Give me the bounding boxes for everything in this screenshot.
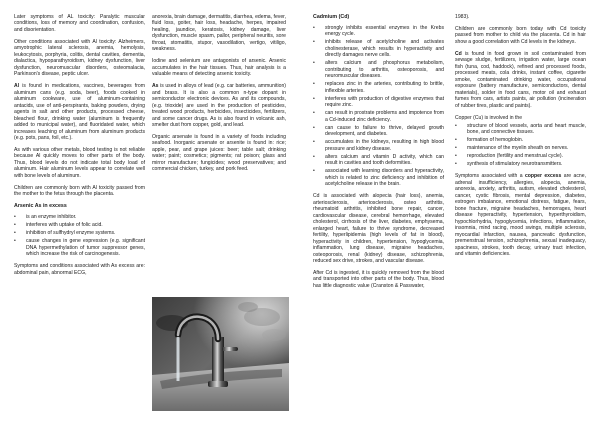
list-item-text: is an enzyme inhibitor. [26, 213, 77, 220]
list-item [455, 137, 586, 143]
paragraph-as-uses-text: is used in alloys of lead (e.g. car batteries, ammunition) and brass. It is also a common n-type dopant in semiconductor electronic devices. As and its compounds, (e.g. trioxide) are used in the production of pesticides, treated wood products, herbicides, insecticides, fertilizers, and some cancer drugs. As is also found in volcanic ash, smelter dust from copper, gold, and lead. [152, 83, 286, 129]
column-2 [152, 14, 286, 178]
list-item-text: alters calcium and vitamin D activity, which can result in cavities and tooth deformities. [325, 153, 444, 167]
bullet-marker: • [14, 230, 16, 237]
list-item [313, 154, 444, 167]
list-item-text: interferes with uptake of folic acid. [26, 222, 103, 228]
paragraph-cd-ingested: After Cd is ingested, it is quickly removed from the blood and transported into other parts of the body. Thus, blood has little diagnostic value (Cranston & Passwater, [313, 270, 444, 289]
list-item [313, 60, 444, 79]
paragraph-as-foods: Organic arsenate is found in a variety of foods including seafood. Inorganic arsenate or arsenite is found in: rice; apple, pear, and grape juices: beer; table salt; drinking water; paint; cosmetics; pigments; rat poison; glass and mirror manufacture; fungicides; wood preservatives; and commercial chicken, turkey, and pork feed. [152, 134, 286, 173]
heading-arsenic: Arsenic As in excess [14, 203, 67, 210]
paragraph-al-children: Children are commonly born with Al toxicity passed from the mother to the fetus through the placenta. [14, 184, 145, 198]
paragraph-citation-year: 1983). [455, 14, 470, 20]
list-item [313, 139, 444, 152]
list-item-text: interferes with production of digestive enzymes that require zinc. [325, 95, 444, 109]
list-item-text: strongly inhibits essential enzymes in the Krebs energy cycle. [325, 24, 444, 38]
column-1 [14, 14, 145, 281]
list-item-text: synthesis of stimulatory neurotransmitters. [467, 161, 563, 168]
bullet-marker: • [313, 168, 315, 175]
list-item [313, 125, 444, 138]
bullet-marker: • [313, 81, 315, 88]
list-item-text: structure of blood vessels, aorta and heart muscle, bone, and connective tissues. [467, 122, 586, 136]
paragraph-al-testing: As with various other metals, blood testing is not reliable because Al quickly moves to other parts of the body. Thus, blood levels do not indicate total body load of aluminum. Hair aluminum levels appear to correlate well with bone levels of aluminum. [14, 146, 145, 179]
bullet-marker: • [313, 153, 315, 160]
list-item-text: formation of hemoglobin. [467, 137, 524, 144]
list-item-text: maintenance of the myelin sheath on nerves. [467, 145, 569, 152]
list-item [313, 110, 444, 123]
list-item [455, 161, 586, 167]
bullet-marker: • [455, 137, 457, 144]
paragraph-al-sources-text: is found in medications, vaccines, beverages from aluminum cans (e.g. soda, beer), foods cooked in aluminum cookware, use of aluminum-containing antacids, use of anti-perspirants, baking powders, drying agents in salt and other products, processed cheese, bleached flour, drinking water (aluminum is frequently added to municipal water), and fluoridated water, which increases leaching of aluminum from aluminum products (e.g. pots, pans, foil, etc.). [14, 83, 145, 141]
paragraph-cd-sources-text: is found in food grown in soil contaminated from sewage sludge, fertilizers, irrigation water, large ocean fish (tuna, cod, haddock), refined and processed foods, processed meats, cola drinks, instant coffee, cigarette smoke, contaminated drinking water, occupational exposure (battery manufacture, semiconductors, dental materials), solder in food cans, motor oil and exhaust fumes from cars, artists paints, air pollution (incineration of rubber tires, plastic and paints). [455, 50, 586, 109]
bullet-marker: • [313, 110, 315, 117]
list-item [313, 39, 444, 58]
bullet-marker: • [313, 139, 315, 146]
paragraph-cd-children: Children are commonly born today with Cd toxicity passed from mother to child via the placenta. Cd in hair show a good correlation with Cd levels in the kidneys. [455, 25, 586, 45]
bullet-marker: • [455, 122, 457, 129]
list-item [455, 123, 586, 136]
list-item [313, 25, 444, 38]
copper-bullet-list [455, 123, 586, 168]
list-item-text: accumulates in the kidneys, resulting in high blood pressure and kidney disease. [325, 139, 444, 152]
copper-excess-text: are acne, adrenal insufficiency, allergies, alopecia, anemia, anorexia, anxiety, arthritis, autism, elevated cholesterol, cancer, cystic fibrosis, mental depression, diabetes, estrogen imbalance, emotional distress, fatigue, fears, bone fracture, migraine headaches, hemorrages, heart disease hyperactivity, hypertension, hyperthyroidism, hypochlorhydria, hypoglycemia, infections, inflammation, insomnia, mind racing, mood swings, multiple sclerosis, myocardial infarction, nausea, pancreatic dysfunction, premenstrual tension, schizophrenia, sexual inadequacy, spaciness, strokes, tooth decay, urinary tract infection, and vitamin deficiencies. [455, 173, 586, 257]
term-cd: Cd [455, 50, 462, 57]
list-item-text: replaces zinc in the arteries, contributing to brittle, inflexible arteries. [325, 81, 444, 94]
list-item [313, 96, 444, 109]
bullet-marker: • [313, 60, 315, 67]
bullet-marker: • [313, 95, 315, 102]
bullet-marker: • [455, 153, 457, 160]
list-item-text: associated with learning disorders and hyperactivity, which is related to zinc deficiency and inhibition of acetylcholine release in the brain. [325, 168, 444, 188]
list-item-text: can result in prostrate problems and impotence from a Cd-induced zinc deficiency. [325, 110, 444, 123]
bullet-marker: • [313, 24, 315, 31]
bullet-marker: • [14, 238, 16, 245]
list-item [14, 230, 145, 236]
bullet-marker: • [455, 145, 457, 152]
list-item [313, 168, 444, 187]
paragraph-as-antagonists: Iodine and selenium are antagonists of arsenic. Arsenic accumulates in the hair tissues. Thus, hair analysis is a valuable means of detecting arsenic toxicity. [152, 58, 286, 78]
list-item [455, 145, 586, 151]
faucet-photo-icon [152, 297, 289, 411]
term-al: Al [14, 83, 20, 90]
bullet-marker: • [313, 39, 315, 46]
term-copper-excess: copper excess [524, 173, 562, 180]
list-item-text: alters calcium and phosphorus metabolism, contributing to arthritis, osteoporosis, and neuromuscular diseases. [325, 60, 444, 80]
term-as: As [152, 83, 159, 90]
paragraph-copper-excess [455, 173, 586, 257]
list-item-text: inhibition of sulfhydryl enzyme systems. [26, 230, 116, 237]
paragraph-as-symptoms-cont: anorexia, brain damage, dermatitis, diarrhea, edema, fever, fluid loss, goiter, hair loss, headache, herpes, impaired healing, jaundice, keratosis, kidney damage, liver dysfunction, muscle spasm, pallor, peripheral neuritis, sore throat, stomatitis, stupor, vasodilation, vertigo, vitiligo, weakness. [152, 14, 286, 53]
copper-excess-lead: Symptoms associated with a [455, 173, 525, 180]
bullet-marker: • [14, 222, 16, 228]
arsenic-bullet-list [14, 214, 145, 258]
column-4 [455, 14, 586, 263]
list-item-text: cause changes in gene expression (e.g. significant DNA hypermethylation of tumor suppressor genes, which increase the risk of carcinogenesis. [26, 238, 145, 258]
heading-cadmium: Cadmium (Cd) [313, 14, 350, 20]
list-item [14, 222, 145, 228]
paragraph-as-symptoms: Symptoms and conditions associated with As excess are: abdominal pain, abnormal ECG, [14, 263, 145, 276]
column-3 [313, 14, 444, 295]
list-item [455, 153, 586, 159]
paragraph-al-later-symptoms: Later symptoms of AL toxicity: Paralytic muscular conditions, loss of memory and coordination, confusion, and disorientation. [14, 14, 145, 33]
bullet-marker: • [455, 161, 457, 168]
list-item [14, 238, 145, 257]
paragraph-cd-associated: Cd is associated with alopecia (hair loss), anemia, arteriosclerosis, arteriosclerosis, osteo arthritis, rheumatoid arthritis, inhibited bone repair, cancer, cardiovascular disease, cerebral hemorrhage, elevated cholesterol, cirrhosis of the liver, diabetes, emphysema, enlarged heart, failure to thrive syndrome, decreased fertility, hyperlipidemia (high levels of fat in blood), hyperactivity in children, hypertension, hypoglycemia, inflammation, lung disease, migraine headaches, osteoporosis, renal (kidney) disease, schizophrenia, reduced sex drive, strokes, and vascular disease. [313, 193, 444, 265]
paragraph-cd-sources [455, 51, 586, 109]
paragraph-as-uses [152, 83, 286, 128]
paragraph-copper-intro: Copper (Cu) is involved in the [455, 114, 523, 121]
list-item-text: reproduction (fertility and menstrual cycle). [467, 153, 563, 160]
list-item-text: can cause to failure to thrive, delayed growth development, and diabetes. [325, 124, 444, 138]
cadmium-bullet-list [313, 25, 444, 188]
paragraph-al-sources [14, 83, 145, 141]
list-item [313, 81, 444, 94]
bullet-marker: • [14, 213, 16, 220]
paragraph-al-conditions: Other conditions associated with Al toxicity: Alzheimers, amyotrophic lateral sclerosis, anemia, hemolysis, leukocytosis, porphyria, colitis, dental cavities, dementia, dialactica, hypoparathyroidism, kidney dysfunction, liver dysfunction, neuromuscular disorders, osteomalacia, Parkinson's disease, peptic ulcer. [14, 38, 145, 78]
bullet-marker: • [313, 124, 315, 131]
list-item [14, 214, 145, 220]
list-item-text: inhibits release of acetylcholine and activates cholinesterase, which results in hyperactivity and directly damages nerve cells. [325, 39, 444, 59]
